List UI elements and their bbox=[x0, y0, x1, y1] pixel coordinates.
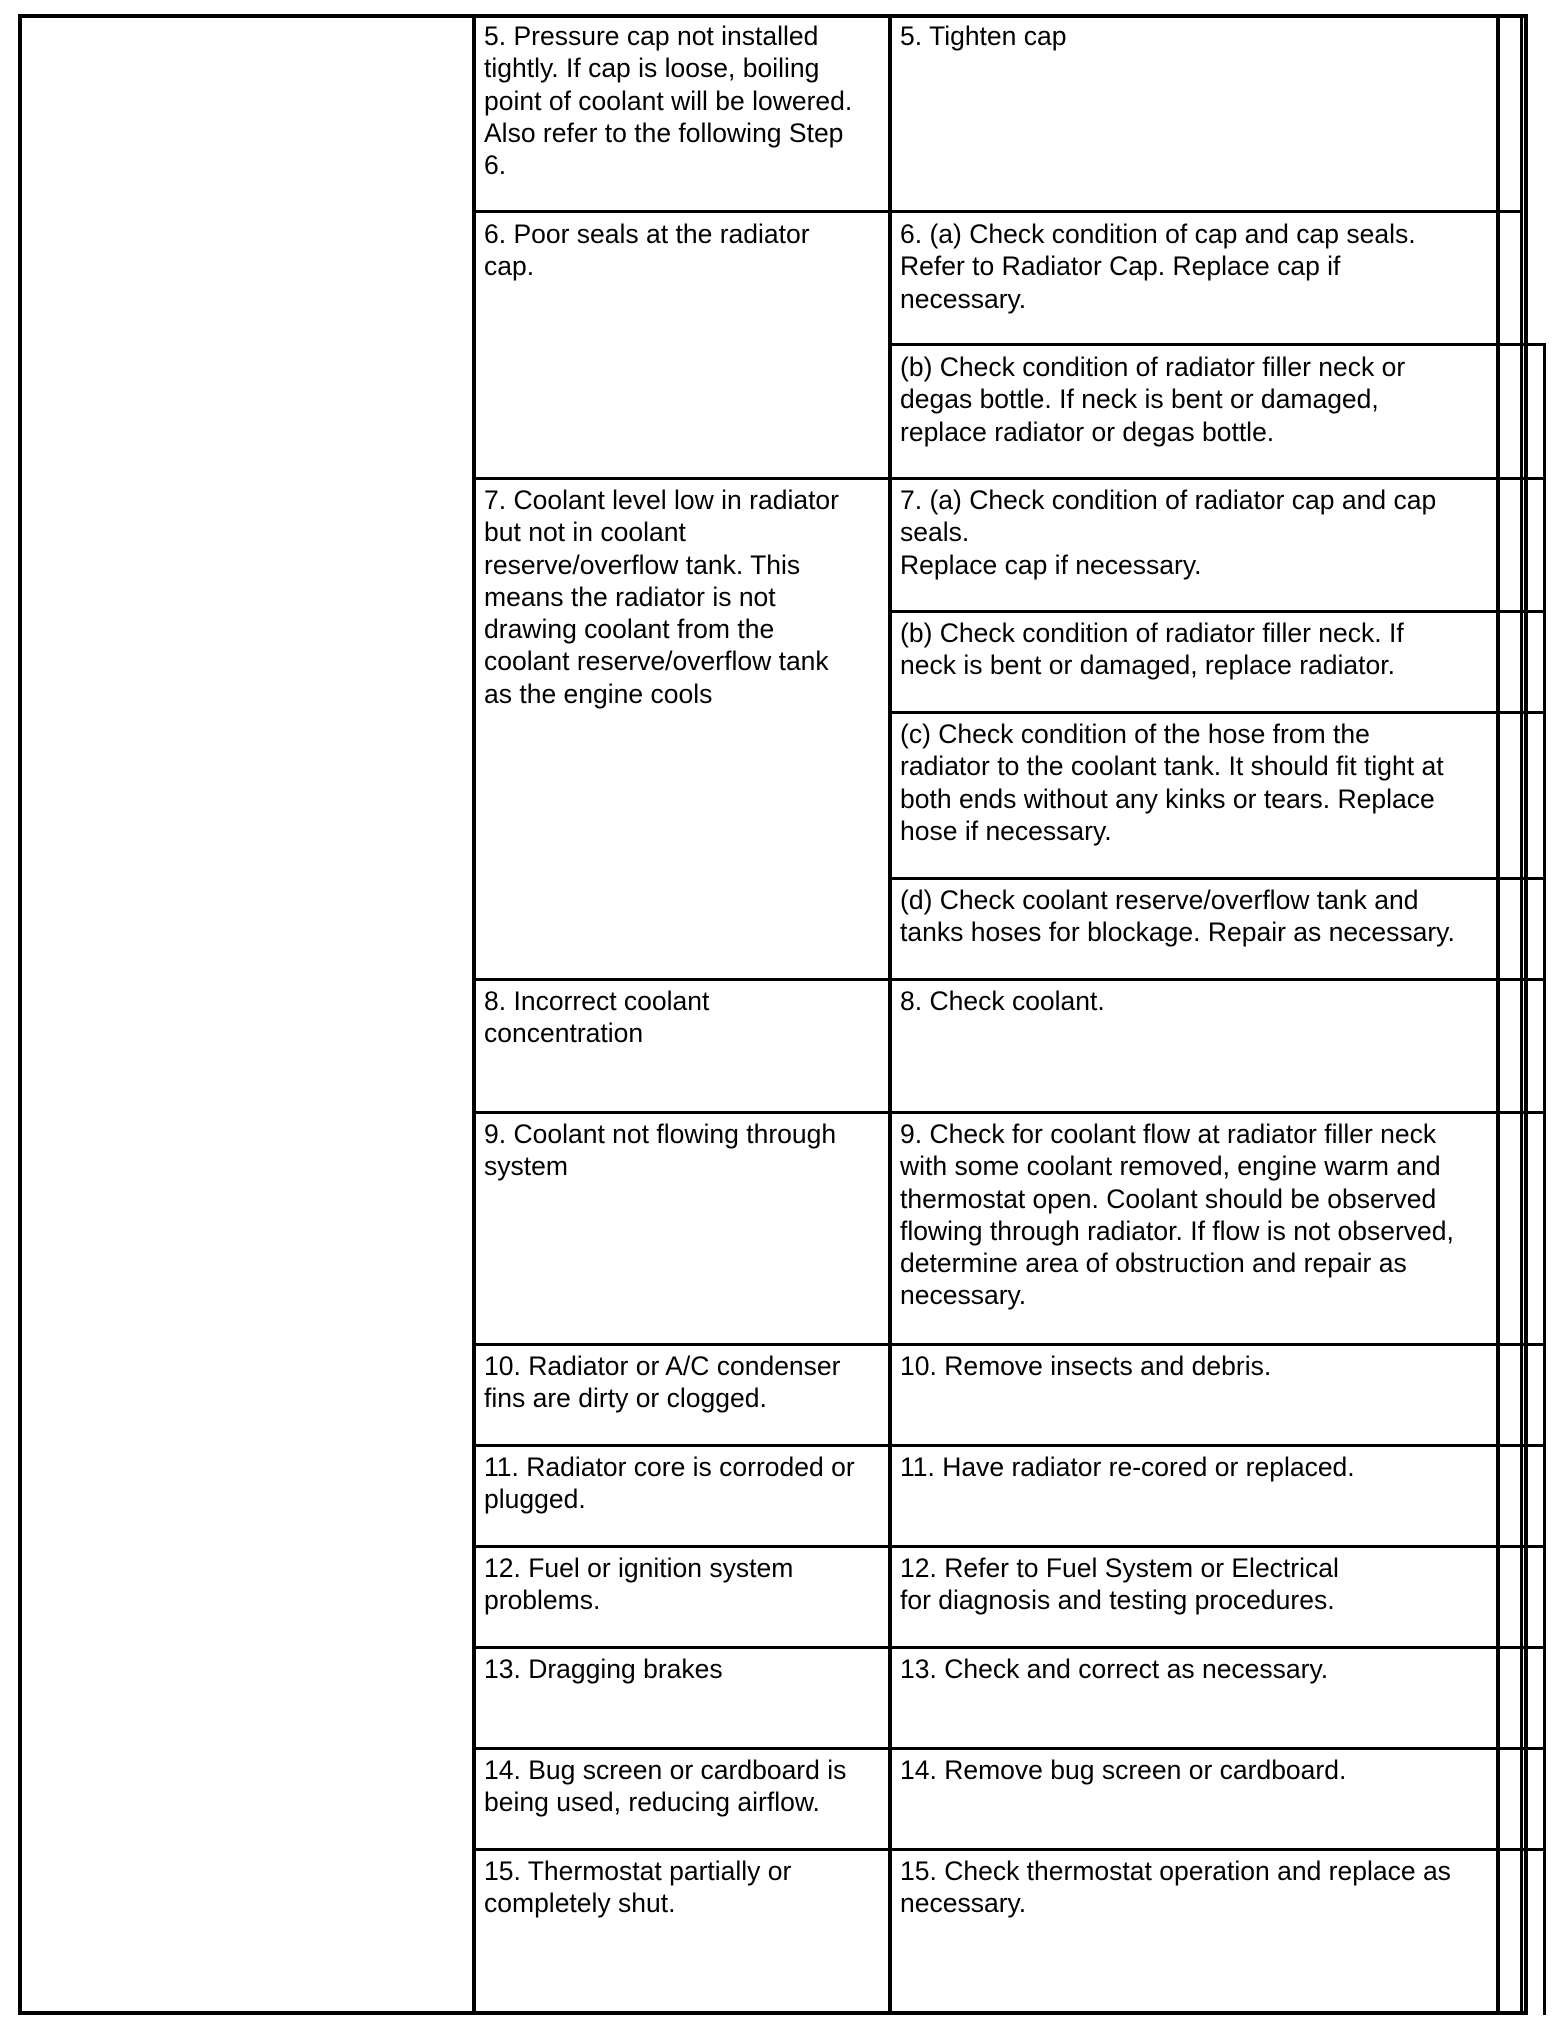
remedy-cell: 15. Check thermostat operation and replace as necessary. bbox=[900, 1856, 1451, 1919]
cause-cell: 8. Incorrect coolant concentration bbox=[484, 986, 710, 1049]
sub-row-separator bbox=[888, 343, 1546, 346]
row-separator bbox=[472, 978, 1546, 981]
cause-cell: 10. Radiator or A/C condenser fins are dirty or clogged. bbox=[484, 1351, 841, 1414]
remedy-cell: 13. Check and correct as necessary. bbox=[900, 1654, 1329, 1684]
remedy-cell: 9. Check for coolant flow at radiator filler neck with some coolant removed, engine warm and thermostat open. Coolant should be observed flowing through radiator. If flow is not observed, determine area of obstruction and repair as necessary. bbox=[900, 1119, 1454, 1311]
row-separator bbox=[472, 1848, 1546, 1851]
row-separator bbox=[472, 477, 1546, 480]
remedy-cell: (b) Check condition of radiator filler neck or degas bottle. If neck is bent or damaged, replace radiator or degas bottle. bbox=[900, 352, 1406, 447]
column-divider-right bbox=[1496, 14, 1500, 2015]
side-rule-b bbox=[1543, 344, 1546, 2015]
remedy-cell: (c) Check condition of the hose from the radiator to the coolant tank. It should fit tight at both ends without any kinks or tears. Replace hose if necessary. bbox=[900, 719, 1444, 846]
sub-row-separator bbox=[888, 877, 1546, 880]
remedy-cell: 6. (a) Check condition of cap and cap seals. Refer to Radiator Cap. Replace cap if necessary. bbox=[900, 219, 1416, 314]
cause-cell: 14. Bug screen or cardboard is being used, reducing airflow. bbox=[484, 1755, 847, 1818]
remedy-cell: 11. Have radiator re-cored or replaced. bbox=[900, 1452, 1355, 1482]
remedy-cell: (b) Check condition of radiator filler neck. If neck is bent or damaged, replace radiator. bbox=[900, 618, 1404, 681]
column-divider-middle bbox=[888, 14, 892, 2015]
remedy-cell: 10. Remove insects and debris. bbox=[900, 1351, 1272, 1381]
sub-row-separator bbox=[888, 711, 1546, 714]
cause-cell: 5. Pressure cap not installed tightly. If cap is loose, boiling point of coolant will be lowered. Also refer to the following Step 6. bbox=[484, 21, 853, 181]
cause-cell: 15. Thermostat partially or completely shut. bbox=[484, 1856, 792, 1919]
row-separator bbox=[472, 1646, 1546, 1649]
row-separator bbox=[472, 210, 1523, 213]
cause-cell: 9. Coolant not flowing through system bbox=[484, 1119, 837, 1182]
cause-cell: 11. Radiator core is corroded or plugged. bbox=[484, 1452, 855, 1515]
row-separator bbox=[472, 1343, 1546, 1346]
row-separator bbox=[472, 1444, 1546, 1447]
column-divider-left bbox=[472, 14, 476, 2015]
sub-row-separator bbox=[888, 610, 1546, 613]
side-rule-a bbox=[1520, 14, 1523, 2015]
remedy-cell: 14. Remove bug screen or cardboard. bbox=[900, 1755, 1347, 1785]
cause-cell: 13. Dragging brakes bbox=[484, 1654, 723, 1684]
remedy-cell: 5. Tighten cap bbox=[900, 21, 1067, 51]
row-separator bbox=[472, 1747, 1546, 1750]
remedy-cell: (d) Check coolant reserve/overflow tank and tanks hoses for blockage. Repair as necessary. bbox=[900, 885, 1455, 948]
row-separator bbox=[472, 1111, 1546, 1114]
row-separator bbox=[472, 1545, 1546, 1548]
cause-cell: 12. Fuel or ignition system problems. bbox=[484, 1553, 794, 1616]
remedy-cell: 12. Refer to Fuel System or Electrical for diagnosis and testing procedures. bbox=[900, 1553, 1339, 1616]
remedy-cell: 8. Check coolant. bbox=[900, 986, 1105, 1016]
remedy-cell: 7. (a) Check condition of radiator cap and cap seals. Replace cap if necessary. bbox=[900, 485, 1437, 580]
cause-cell: 6. Poor seals at the radiator cap. bbox=[484, 219, 810, 282]
cause-cell: 7. Coolant level low in radiator but not in coolant reserve/overflow tank. This means the radiator is not drawing coolant from the coolant reserve/overflow tank as the engine cools bbox=[484, 485, 839, 709]
